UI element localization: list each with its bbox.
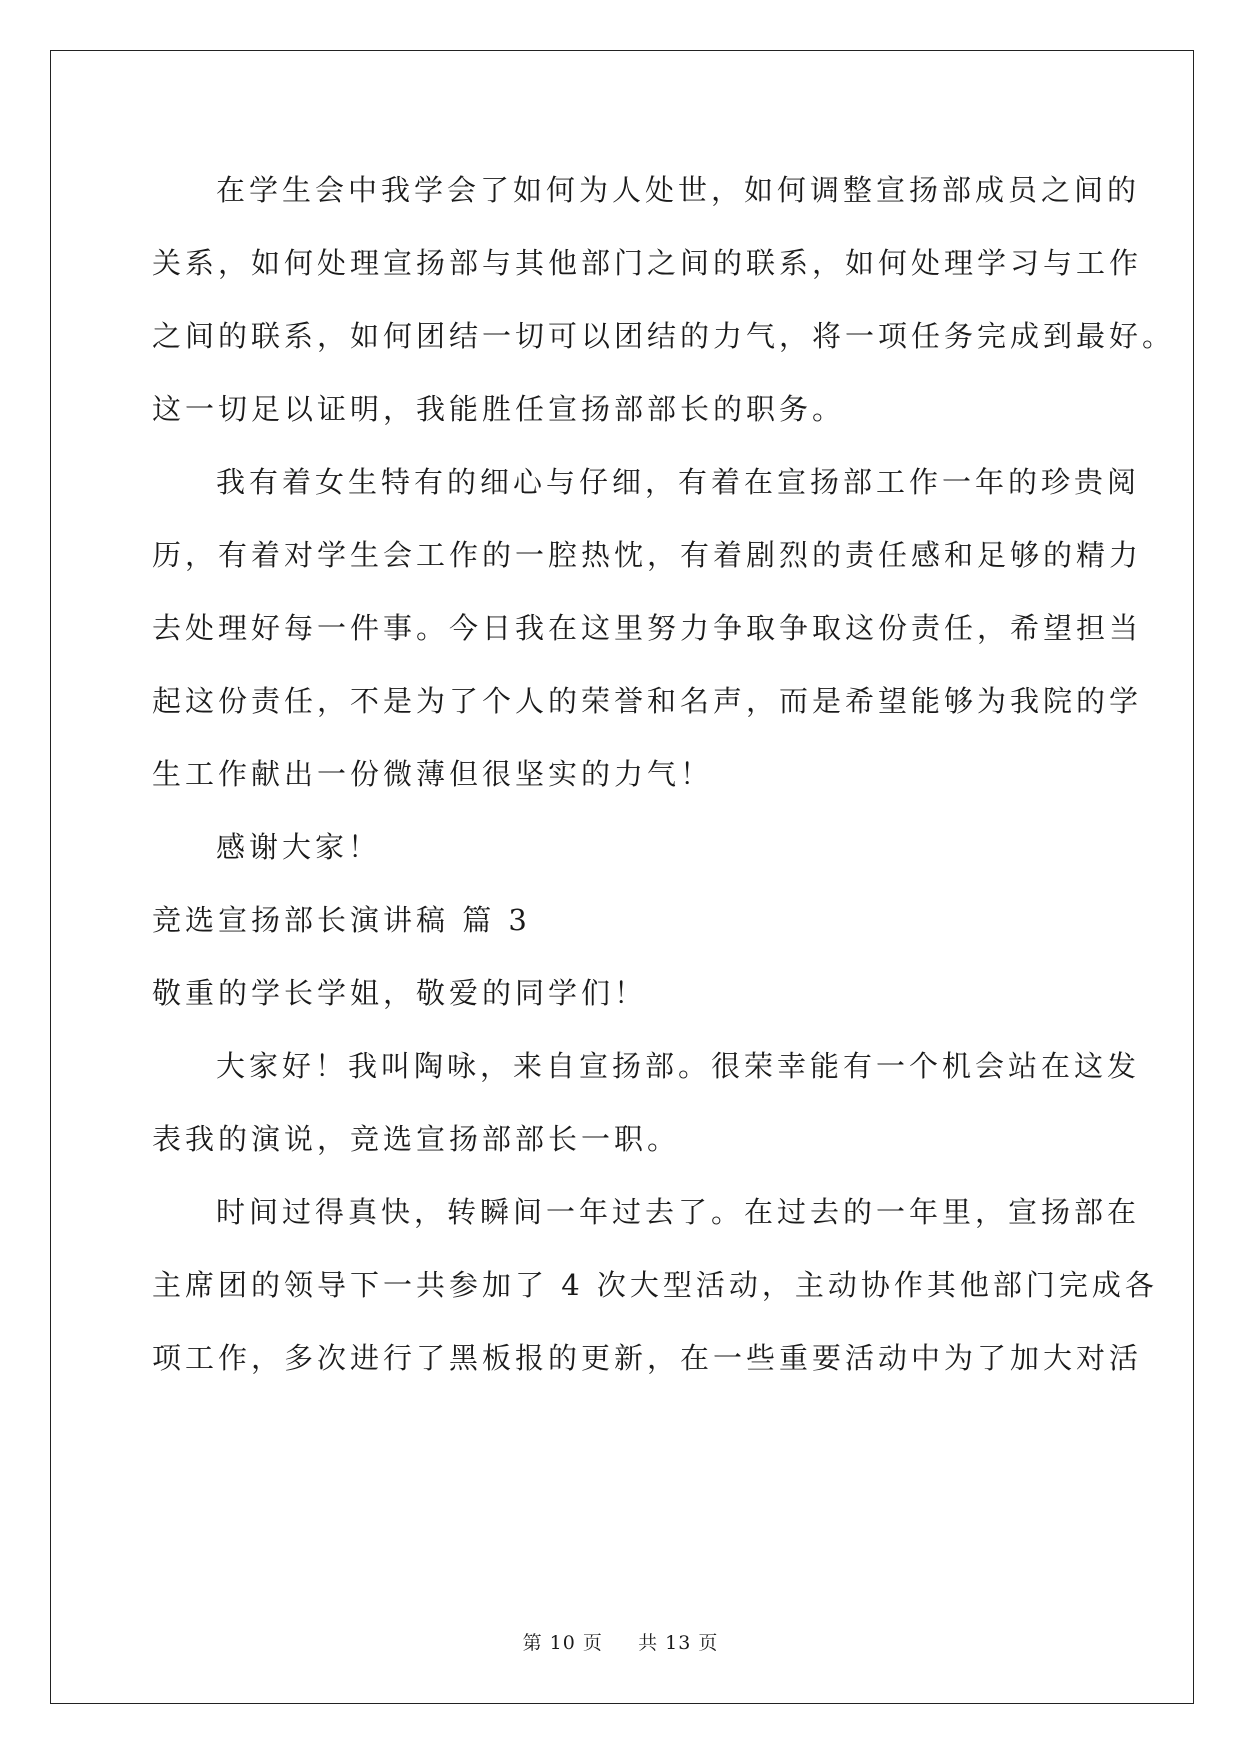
text-line: 主席团的领导下一共参加了 4 次大型活动，主动协作其他部门完成各 [152,1268,1158,1302]
salutation: 敬重的学长学姐，敬爱的同学们！ [152,976,648,1010]
page-border [50,50,1194,1704]
text-line: 表我的演说，竞选宣扬部部长一职。 [152,1122,681,1156]
text-line: 去处理好每一件事。今日我在这里努力争取争取这份责任，希望担当 [152,611,1143,645]
text-line: 我有着女生特有的细心与仔细，有着在宣扬部工作一年的珍贵阅 [216,465,1141,499]
text-line: 感谢大家！ [216,830,382,864]
text-line: 大家好！我叫陶咏，来自宣扬部。很荣幸能有一个机会站在这发 [216,1049,1141,1083]
text-line: 关系，如何处理宣扬部与其他部门之间的联系，如何处理学习与工作 [152,246,1143,280]
text-line: 时间过得真快，转瞬间一年过去了。在过去的一年里，宣扬部在 [216,1195,1141,1229]
page-footer [0,1628,1241,1655]
section-heading: 竞选宣扬部长演讲稿 篇 3 [152,903,531,937]
text-line: 在学生会中我学会了如何为人处世，如何调整宣扬部成员之间的 [216,173,1141,207]
text-line: 起这份责任，不是为了个人的荣誉和名声，而是希望能够为我院的学 [152,684,1143,718]
text-line: 项工作，多次进行了黑板报的更新，在一些重要活动中为了加大对活 [152,1341,1143,1375]
text-line: 之间的联系，如何团结一切可以团结的力气，将一项任务完成到最好。 [152,319,1176,353]
text-line: 生工作献出一份微薄但很坚实的力气！ [152,757,714,791]
total-pages: 共 13 页 [638,1632,719,1654]
text-line: 这一切足以证明，我能胜任宣扬部部长的职务。 [152,392,846,426]
text-line: 历，有着对学生会工作的一腔热忱，有着剧烈的责任感和足够的精力 [152,538,1143,572]
page-number: 第 10 页 [522,1632,603,1654]
